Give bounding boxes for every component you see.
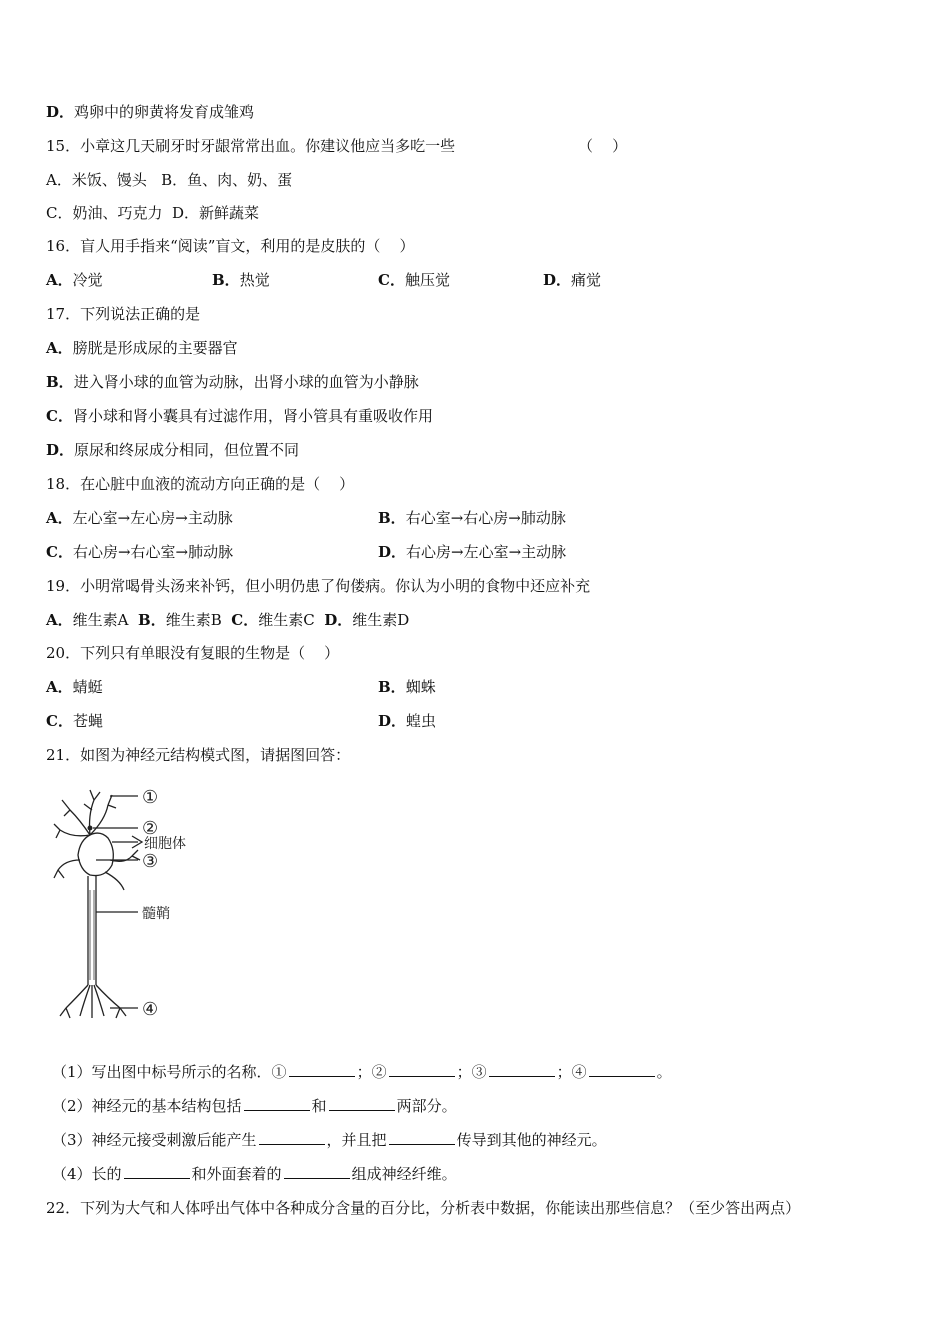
q20-option-c: C．苍蝇 bbox=[46, 712, 103, 730]
q16-option-a: A．冷觉 bbox=[46, 271, 103, 289]
option-d-q14: D．鸡卵中的卵黄将发育成雏鸡 bbox=[46, 103, 255, 121]
answer-blank[interactable] bbox=[244, 1096, 310, 1111]
figure-label-1: ① bbox=[142, 787, 159, 808]
q18-option-a: A．左心室→左心房→主动脉 bbox=[46, 509, 233, 527]
question-20-stem: 20．下列只有单眼没有复眼的生物是（ ） bbox=[46, 644, 340, 662]
q21-part1: （1）写出图中标号所示的名称．① ；② ；③ ；④ 。 bbox=[52, 1063, 672, 1081]
q20-option-a: A．蜻蜓 bbox=[46, 678, 103, 696]
answer-blank[interactable] bbox=[284, 1164, 350, 1179]
answer-blank[interactable] bbox=[389, 1130, 455, 1145]
q17-option-b: B．进入肾小球的血管为动脉，出肾小球的血管为小静脉 bbox=[46, 373, 419, 391]
question-19-stem: 19．小明常喝骨头汤来补钙，但小明仍患了佝偻病。你认为小明的食物中还应补充 bbox=[46, 577, 591, 595]
q17-option-d: D．原尿和终尿成分相同，但位置不同 bbox=[46, 441, 300, 459]
question-22-stem: 22．下列为大气和人体呼出气体中各种成分含量的百分比，分析表中数据，你能读出那些信息？（至少答出两点） bbox=[46, 1199, 801, 1217]
question-15-stem: 15．小章这几天刷牙时牙龈常常出血。你建议他应当多吃一些 bbox=[46, 137, 456, 155]
question-21-stem: 21．如图为神经元结构模式图，请据图回答： bbox=[46, 746, 351, 764]
answer-blank[interactable] bbox=[289, 1062, 355, 1077]
q19-options: A．维生素A B．维生素B C．维生素C D．维生素D bbox=[46, 611, 410, 629]
answer-blank[interactable] bbox=[489, 1062, 555, 1077]
q15-options-row2: C．奶油、巧克力 D．新鲜蔬菜 bbox=[46, 204, 260, 222]
figure-label-cell-body: 细胞体 bbox=[144, 836, 186, 852]
q17-option-c: C．肾小球和肾小囊具有过滤作用，肾小管具有重吸收作用 bbox=[46, 407, 433, 425]
figure-label-4: ④ bbox=[142, 999, 159, 1020]
q16-option-c: C．触压觉 bbox=[378, 271, 450, 289]
question-16-stem: 16．盲人用手指来“阅读”盲文，利用的是皮肤的（ ） bbox=[46, 237, 415, 255]
figure-label-3: ③ bbox=[142, 851, 159, 872]
q21-part2: （2）神经元的基本结构包括 和 两部分。 bbox=[52, 1097, 457, 1115]
question-18-stem: 18．在心脏中血液的流动方向正确的是（ ） bbox=[46, 475, 355, 493]
figure-label-2: ② bbox=[142, 818, 159, 839]
q20-option-b: B．蜘蛛 bbox=[378, 678, 436, 696]
answer-blank[interactable] bbox=[589, 1062, 655, 1077]
q18-option-b: B．右心室→右心房→肺动脉 bbox=[378, 509, 566, 527]
figure-label-myelin-sheath: 髓鞘 bbox=[142, 906, 170, 922]
q16-option-d: D．痛觉 bbox=[543, 271, 602, 289]
neuron-diagram bbox=[50, 780, 200, 1030]
q15-options-row1: A．米饭、馒头 B．鱼、肉、奶、蛋 bbox=[46, 171, 293, 189]
answer-blank[interactable] bbox=[124, 1164, 190, 1179]
q20-option-d: D．蝗虫 bbox=[378, 712, 437, 730]
answer-blank[interactable] bbox=[389, 1062, 455, 1077]
answer-blank[interactable] bbox=[259, 1130, 325, 1145]
q17-option-a: A．膀胱是形成尿的主要器官 bbox=[46, 339, 238, 357]
answer-paren: （ ） bbox=[578, 137, 628, 155]
q21-part3: （3）神经元接受刺激后能产生 ，并且把 传导到其他的神经元。 bbox=[52, 1131, 607, 1149]
q21-part4: （4）长的 和外面套着的 组成神经纤维。 bbox=[52, 1165, 457, 1183]
q18-option-c: C．右心房→右心室→肺动脉 bbox=[46, 543, 234, 561]
q16-option-b: B．热觉 bbox=[212, 271, 270, 289]
answer-blank[interactable] bbox=[329, 1096, 395, 1111]
question-17-stem: 17．下列说法正确的是 bbox=[46, 305, 201, 323]
q18-option-d: D．右心房→左心室→主动脉 bbox=[378, 543, 567, 561]
